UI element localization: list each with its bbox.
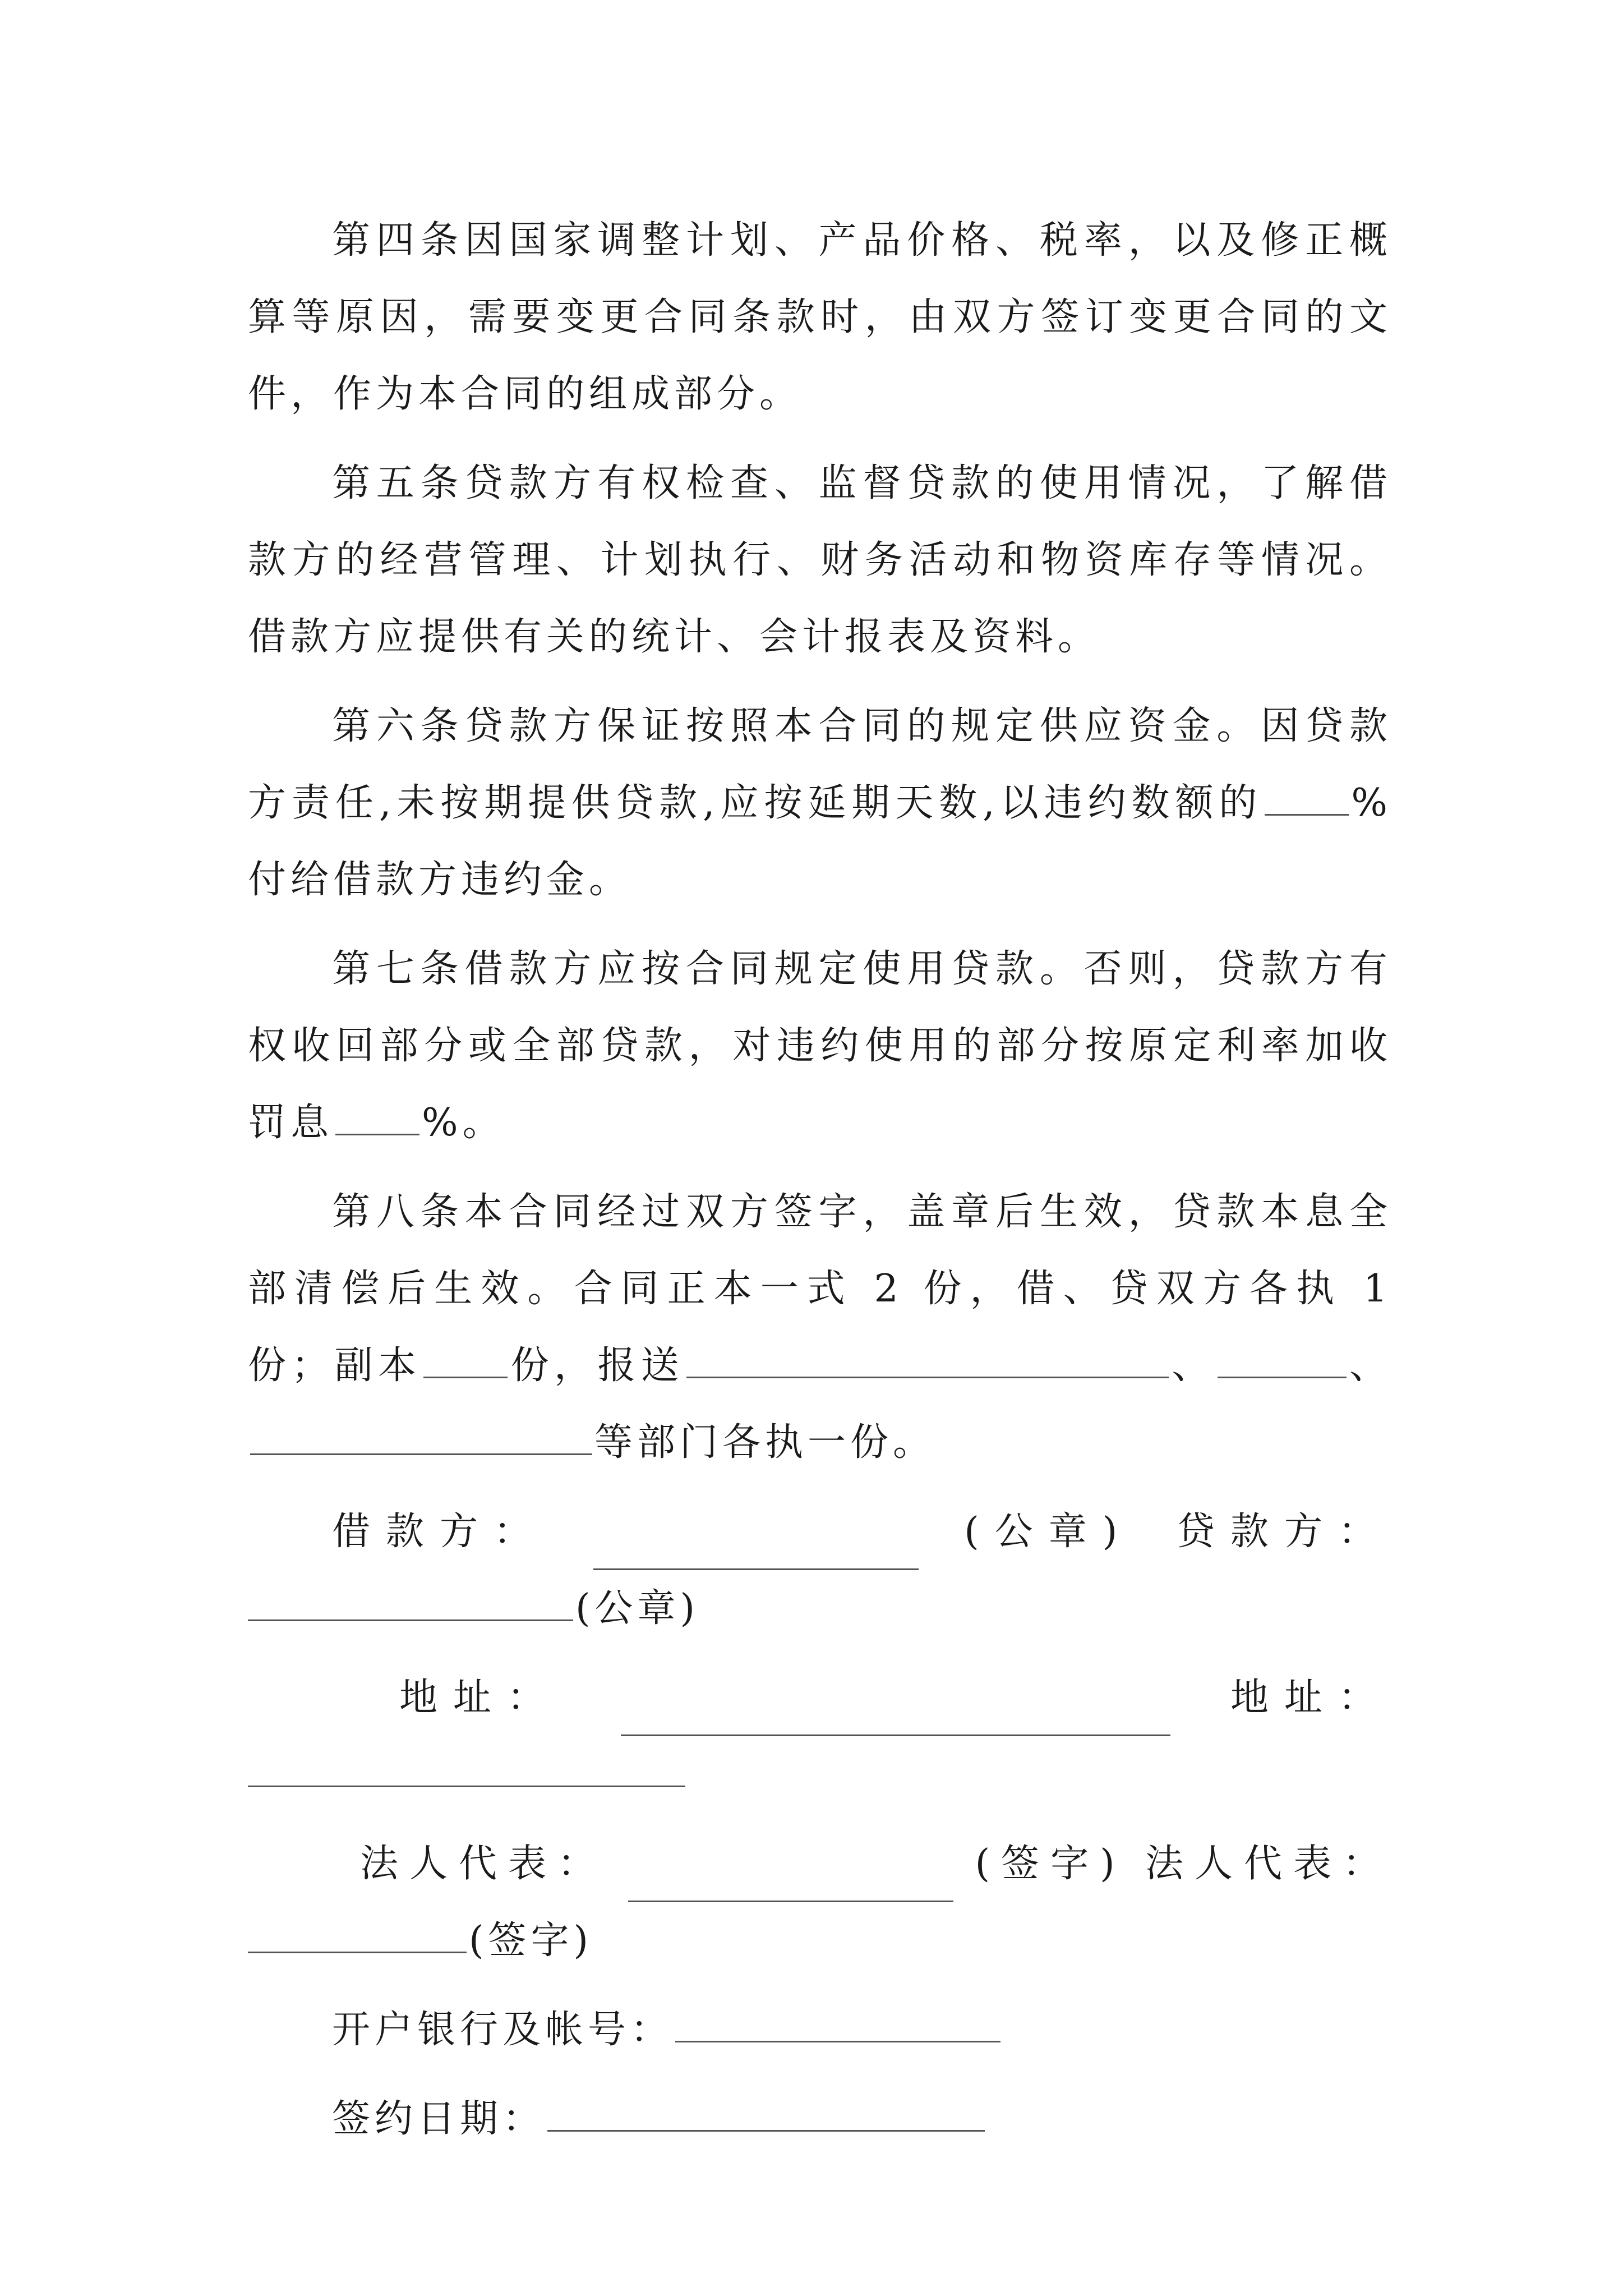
clause-8-text-e: 等部门各执一份。 bbox=[594, 1420, 936, 1465]
lender-label: 贷款方： bbox=[1176, 1510, 1392, 1554]
date-blank bbox=[547, 2096, 985, 2132]
copies-blank bbox=[423, 1343, 508, 1378]
penalty-rate-blank bbox=[1265, 780, 1349, 816]
clause-8-text-a: 第八条本合同经过双方签字，盖章后生效，贷款本息全部清偿后生效。合同正本一式 2 份，借、贷双方各执 1 份；副本 bbox=[248, 1190, 1392, 1388]
recipient-blank-1 bbox=[686, 1343, 1169, 1378]
clause-6-text-a: 第六条贷款方保证按照本合同的规定供应资金。因贷款方责任,未按期提供贷款,应按延期天数,以违约数额的 bbox=[248, 704, 1392, 825]
lender-line bbox=[248, 1570, 1392, 1647]
borrower-rep-sign: (签字) bbox=[975, 1842, 1126, 1886]
clause-8 bbox=[248, 1174, 1392, 1481]
recipient-blank-2 bbox=[1218, 1343, 1347, 1378]
party-line bbox=[248, 1493, 1392, 1570]
lender-blank bbox=[248, 1586, 573, 1621]
address-line bbox=[248, 1659, 1392, 1736]
clause-7-text-b: %。 bbox=[422, 1101, 505, 1145]
lender-address-blank bbox=[248, 1752, 685, 1787]
clause-4: 第四条因国家调整计划、产品价格、税率，以及修正概算等原因，需要变更合同条款时，由双方签订变更合同的文件，作为本合同的组成部分。 bbox=[248, 218, 1392, 416]
borrower-rep-blank bbox=[628, 1867, 953, 1902]
contract-page bbox=[248, 202, 1392, 2157]
clause-5: 第五条贷款方有权检查、监督贷款的使用情况，了解借款方的经营管理、计划执行、财务活动和物资库存等情况。借款方应提供有关的统计、会计报表及资料。 bbox=[248, 461, 1392, 659]
clause-7-text-a: 第七条借款方应按合同规定使用贷款。否则，贷款方有权收回部分或全部贷款，对违约使用的部分按原定利率加收罚息 bbox=[248, 947, 1392, 1145]
date-line bbox=[248, 2081, 1392, 2157]
borrower-seal: (公章) bbox=[964, 1510, 1133, 1554]
lender-rep-blank bbox=[248, 1918, 467, 1953]
clause-6 bbox=[248, 688, 1392, 918]
clause-8-sep-1: 、 bbox=[1170, 1343, 1215, 1388]
borrower-address-blank bbox=[621, 1701, 1170, 1736]
interest-penalty-blank bbox=[335, 1100, 419, 1135]
clause-6-text-b: %付给借款方违约金。 bbox=[248, 781, 1392, 902]
clause-7 bbox=[248, 931, 1392, 1161]
legal-rep-line bbox=[248, 1825, 1392, 1902]
lender-address-line bbox=[248, 1736, 1392, 1813]
lender-seal: (公章) bbox=[575, 1586, 700, 1631]
date-label: 签约日期： bbox=[332, 2097, 546, 2141]
lender-rep-sign: (签字) bbox=[469, 1918, 593, 1963]
bank-line bbox=[248, 1991, 1392, 2068]
lender-rep-line bbox=[248, 1902, 1392, 1979]
lender-rep-label: 法人代表： bbox=[1145, 1842, 1392, 1886]
lender-address-label: 地址： bbox=[1230, 1676, 1392, 1720]
bank-blank bbox=[675, 2007, 1000, 2042]
recipient-blank-3 bbox=[250, 1420, 592, 1455]
borrower-label: 借款方： bbox=[332, 1510, 548, 1554]
bank-label: 开户银行及帐号： bbox=[332, 2008, 674, 2052]
clause-8-text-b: 份，报送 bbox=[510, 1343, 684, 1388]
borrower-blank bbox=[593, 1535, 919, 1570]
borrower-rep-label: 法人代表： bbox=[360, 1842, 607, 1886]
clause-8-sep-2: 、 bbox=[1348, 1343, 1392, 1388]
borrower-address-label: 地址： bbox=[399, 1676, 561, 1720]
